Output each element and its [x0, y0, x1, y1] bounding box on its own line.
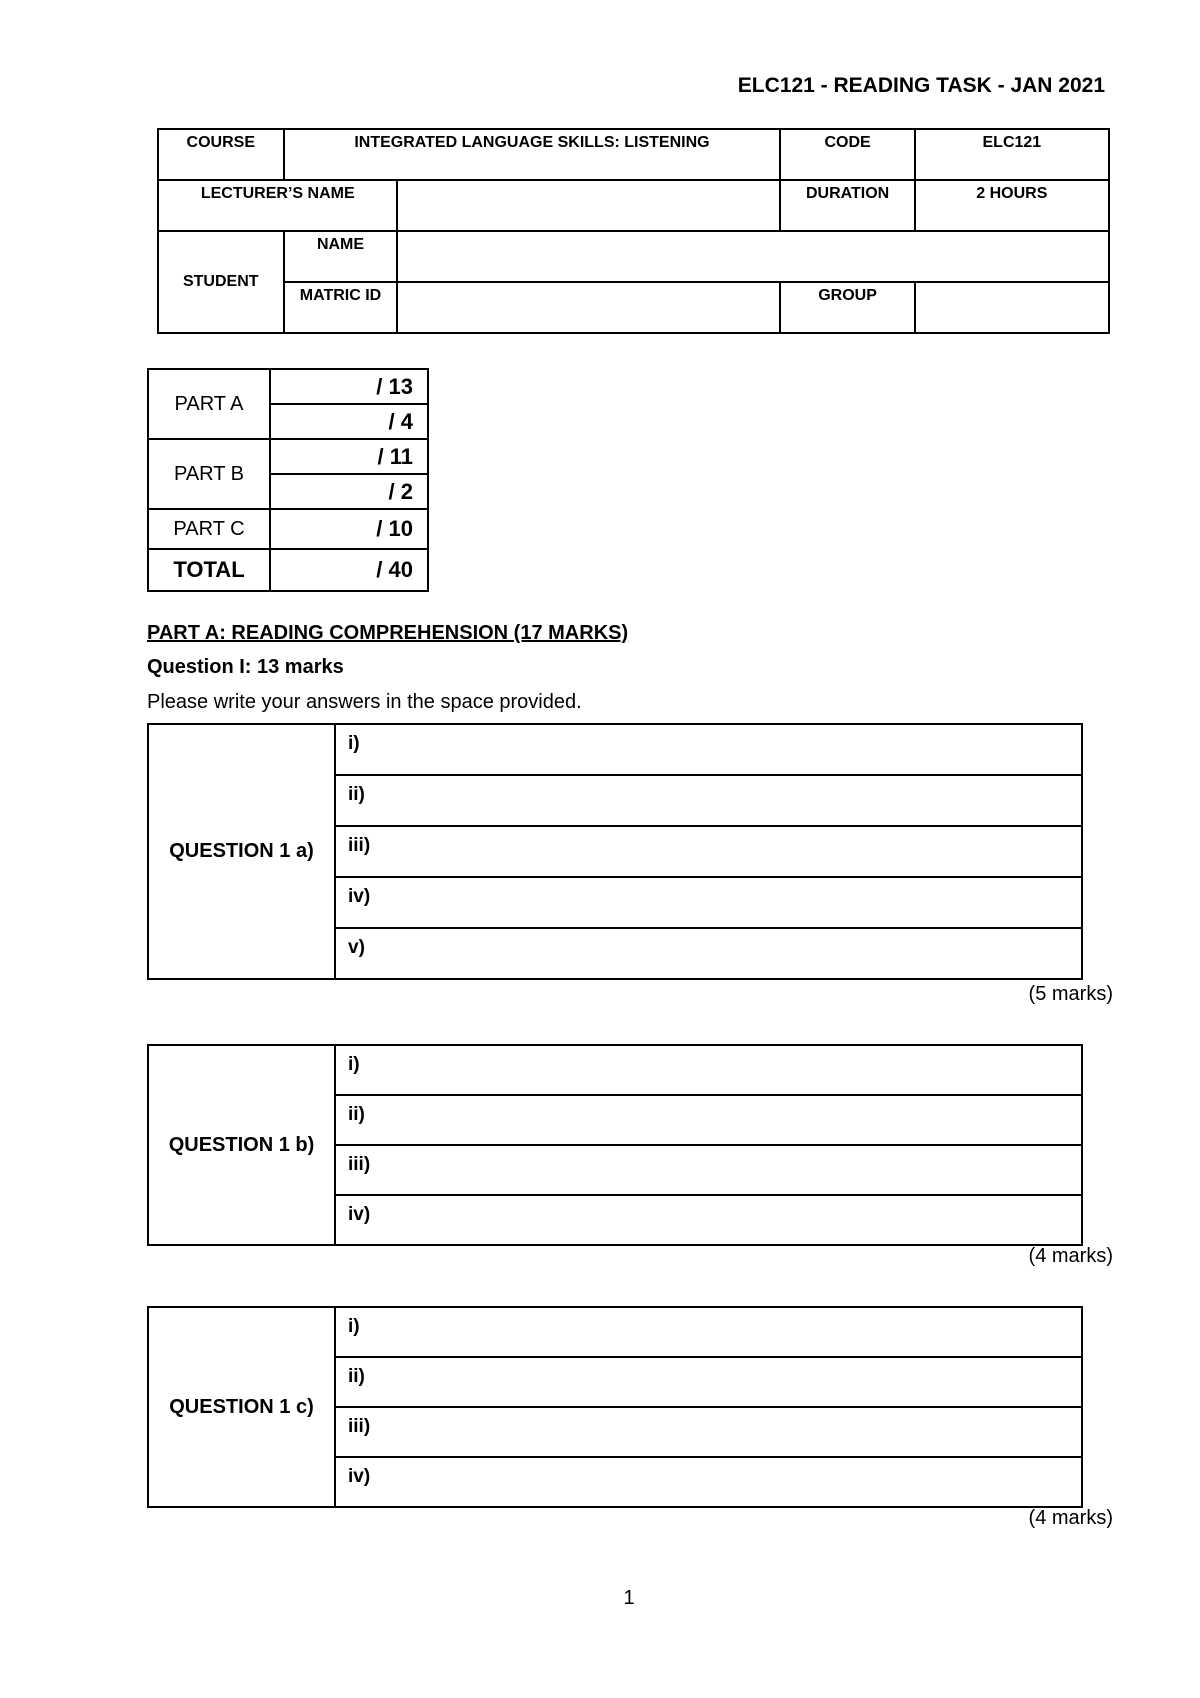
student-label: STUDENT: [158, 231, 284, 333]
answer-field[interactable]: ii): [335, 775, 1082, 826]
instruction-text: Please write your answers in the space provided.: [147, 691, 582, 713]
question-1a-label: QUESTION 1 a): [148, 724, 335, 979]
total-label: TOTAL: [148, 549, 270, 591]
answer-field[interactable]: iv): [335, 877, 1082, 928]
question-1b-table: [147, 1044, 1083, 1246]
part-a-label: PART A: [148, 369, 270, 439]
matric-id-field[interactable]: [397, 282, 780, 333]
code-value: ELC121: [915, 129, 1109, 180]
question-title: Question I: 13 marks: [147, 656, 344, 678]
course-info-table: [157, 128, 1110, 334]
answer-field[interactable]: i): [335, 1307, 1082, 1357]
course-label: COURSE: [158, 129, 284, 180]
answer-field[interactable]: i): [335, 724, 1082, 775]
course-value: INTEGRATED LANGUAGE SKILLS: LISTENING: [284, 129, 781, 180]
answer-field[interactable]: ii): [335, 1095, 1082, 1145]
answer-field[interactable]: iv): [335, 1457, 1082, 1507]
group-field[interactable]: [915, 282, 1109, 333]
answer-field[interactable]: i): [335, 1045, 1082, 1095]
question-1a-table: [147, 723, 1083, 980]
answer-field[interactable]: iii): [335, 1145, 1082, 1195]
part-b-label: PART B: [148, 439, 270, 509]
answer-field[interactable]: ii): [335, 1357, 1082, 1407]
lecturer-name-label: LECTURER’S NAME: [158, 180, 397, 231]
part-b-score-1: / 11: [270, 439, 428, 474]
duration-label: DURATION: [780, 180, 914, 231]
total-score: / 40: [270, 549, 428, 591]
group-label: GROUP: [780, 282, 914, 333]
lecturer-name-field[interactable]: [397, 180, 780, 231]
name-label: NAME: [284, 231, 398, 282]
answer-field[interactable]: iii): [335, 1407, 1082, 1457]
duration-value: 2 HOURS: [915, 180, 1109, 231]
question-1c-label: QUESTION 1 c): [148, 1307, 335, 1507]
part-a-score-1: / 13: [270, 369, 428, 404]
document-header: ELC121 - READING TASK - JAN 2021: [737, 74, 1105, 97]
part-c-label: PART C: [148, 509, 270, 549]
marks-summary-table: [147, 368, 429, 592]
question-1a-marks: (5 marks): [1028, 983, 1113, 1005]
answer-field[interactable]: v): [335, 928, 1082, 979]
matric-id-label: MATRIC ID: [284, 282, 398, 333]
code-label: CODE: [780, 129, 914, 180]
question-1c-marks: (4 marks): [1028, 1507, 1113, 1529]
name-field[interactable]: [397, 231, 1109, 282]
answer-field[interactable]: iv): [335, 1195, 1082, 1245]
answer-field[interactable]: iii): [335, 826, 1082, 877]
question-1b-label: QUESTION 1 b): [148, 1045, 335, 1245]
part-b-score-2: / 2: [270, 474, 428, 509]
question-1b-marks: (4 marks): [1028, 1245, 1113, 1267]
part-a-score-2: / 4: [270, 404, 428, 439]
page-number: 1: [623, 1587, 635, 1609]
question-1c-table: [147, 1306, 1083, 1508]
part-c-score: / 10: [270, 509, 428, 549]
section-title: PART A: READING COMPREHENSION (17 MARKS): [147, 622, 629, 644]
